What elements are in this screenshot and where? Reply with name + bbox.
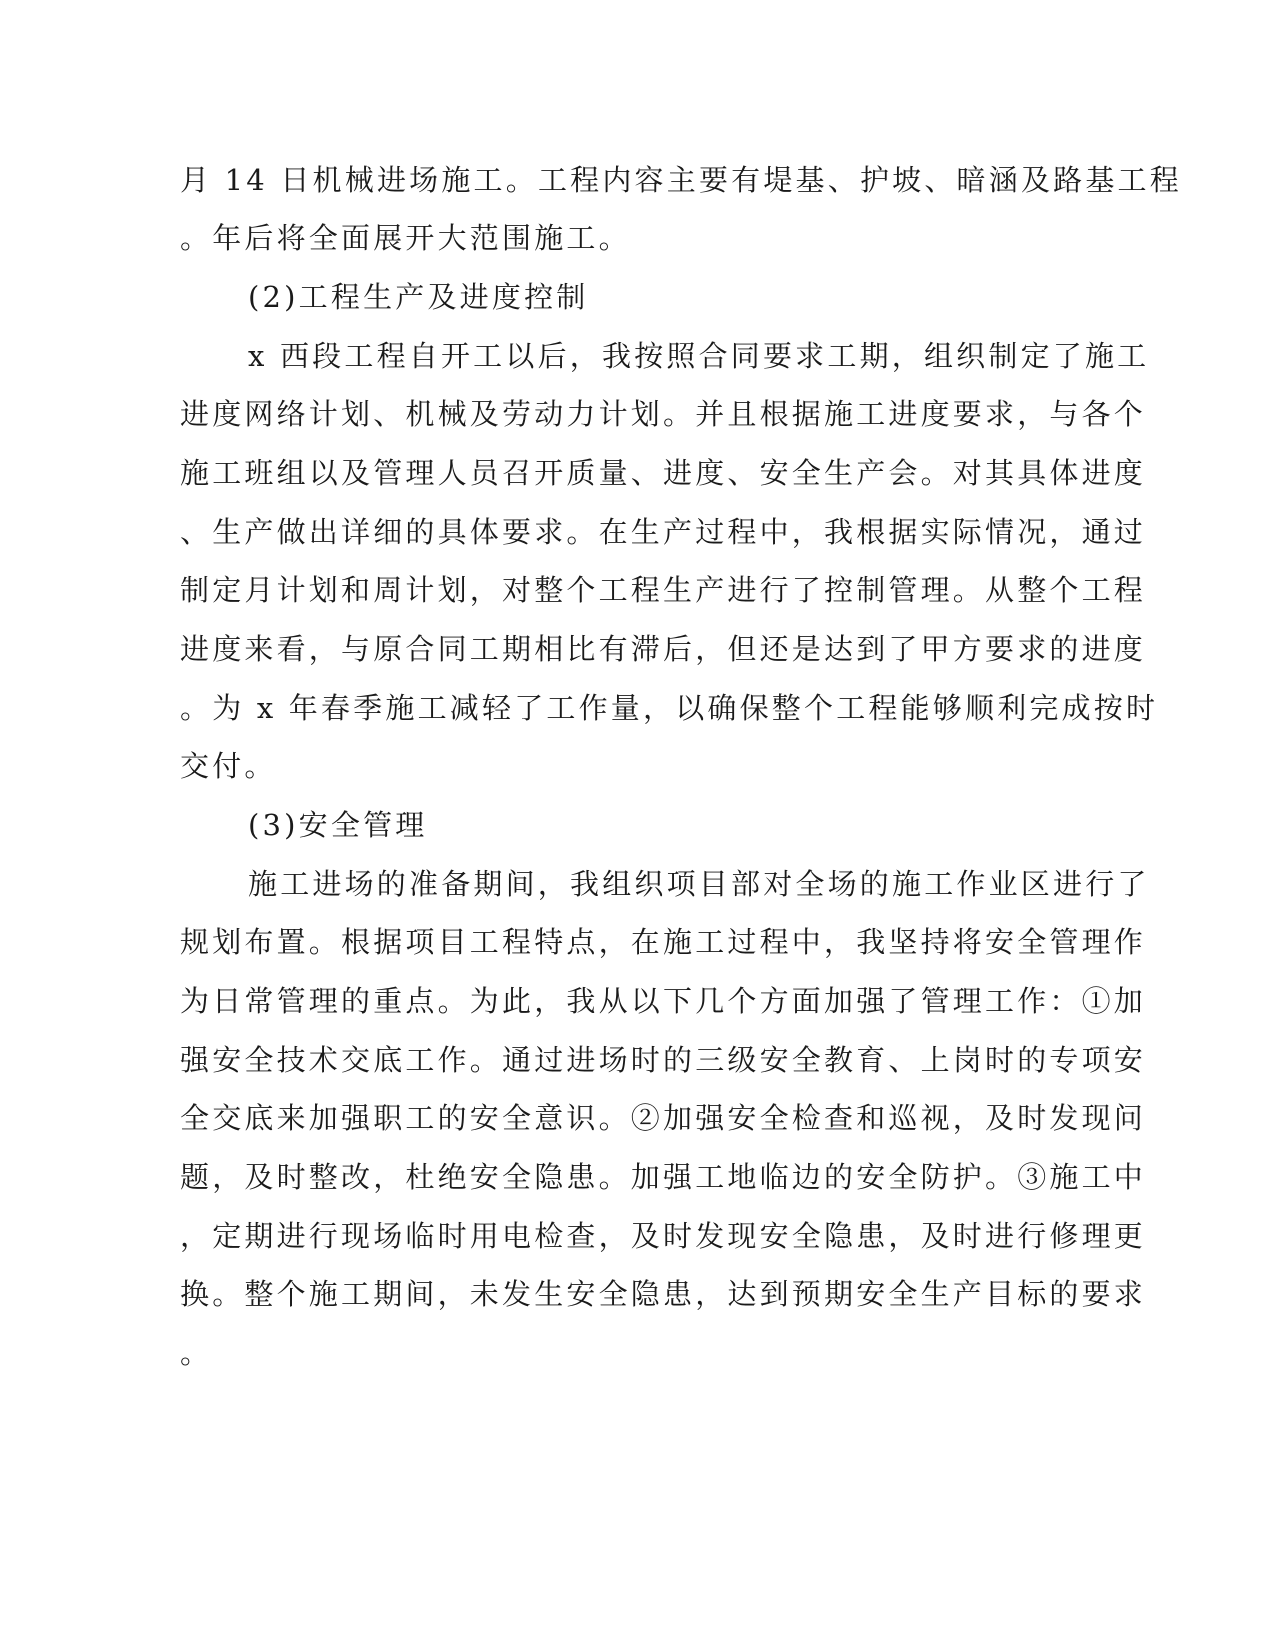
paragraph-line: 月 14 日机械进场施工。工程内容主要有堤基、护坡、暗涵及路基工程 — [180, 163, 1182, 197]
paragraph-line: ，定期进行现场临时用电检查，及时发现安全隐患，及时进行修理更 — [180, 1219, 1147, 1253]
paragraph-line: 强安全技术交底工作。通过进场时的三级安全教育、上岗时的专项安 — [180, 1043, 1147, 1077]
paragraph-line: x 西段工程自开工以后，我按照合同要求工期，组织制定了施工 — [248, 339, 1150, 373]
section-heading-safety: (3)安全管理 — [248, 808, 428, 842]
paragraph-line: 进度来看，与原合同工期相比有滞后，但还是达到了甲方要求的进度 — [180, 632, 1147, 666]
paragraph-line: 题，及时整改，杜绝安全隐患。加强工地临边的安全防护。③施工中 — [180, 1160, 1147, 1194]
paragraph-line: 进度网络计划、机械及劳动力计划。并且根据施工进度要求，与各个 — [180, 397, 1147, 431]
paragraph-line: 。为 x 年春季施工减轻了工作量，以确保整个工程能够顺利完成按时 — [180, 691, 1159, 725]
paragraph-line: 。 — [180, 1336, 213, 1370]
paragraph-line: 施工班组以及管理人员召开质量、进度、安全生产会。对其具体进度 — [180, 456, 1147, 490]
paragraph-line: 、生产做出详细的具体要求。在生产过程中，我根据实际情况，通过 — [180, 515, 1147, 549]
paragraph-line: 施工进场的准备期间，我组织项目部对全场的施工作业区进行了 — [248, 867, 1150, 901]
paragraph-line: 制定月计划和周计划，对整个工程生产进行了控制管理。从整个工程 — [180, 573, 1147, 607]
paragraph-line: 。年后将全面展开大范围施工。 — [180, 221, 631, 255]
section-heading-progress: (2)工程生产及进度控制 — [248, 280, 589, 314]
paragraph-line: 交付。 — [180, 749, 277, 783]
paragraph-line: 换。整个施工期间，未发生安全隐患，达到预期安全生产目标的要求 — [180, 1277, 1147, 1311]
paragraph-line: 全交底来加强职工的安全意识。②加强安全检查和巡视，及时发现问 — [180, 1101, 1147, 1135]
paragraph-line: 规划布置。根据项目工程特点，在施工过程中，我坚持将安全管理作 — [180, 925, 1147, 959]
paragraph-line: 为日常管理的重点。为此，我从以下几个方面加强了管理工作：①加 — [180, 984, 1147, 1018]
